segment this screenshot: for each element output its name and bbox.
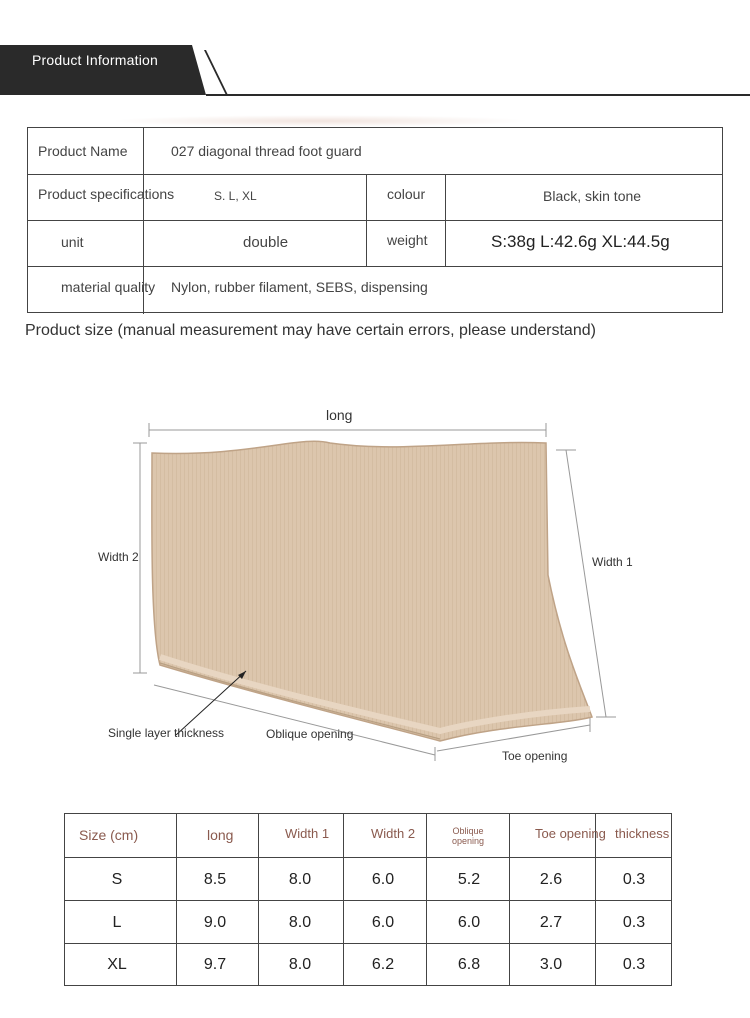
size-section-title: Product size (manual measurement may have certain errors, please understand): [25, 322, 596, 339]
label-width1: Width 1: [592, 555, 633, 569]
cell-width1: 8.0: [288, 871, 312, 888]
header-toe-opening: Toe opening: [535, 826, 606, 841]
cell-size: L: [112, 914, 122, 931]
row-divider: [65, 900, 671, 901]
size-table: [64, 813, 672, 986]
cell-width2: 6.0: [371, 914, 395, 931]
cell-oblique: 5.2: [457, 871, 481, 888]
header-slash: [204, 50, 228, 96]
column-divider: [366, 174, 367, 266]
header-rule: [206, 94, 750, 96]
cell-width2: 6.0: [371, 871, 395, 888]
product-diagram: [0, 395, 750, 775]
colour-value: Black, skin tone: [543, 188, 642, 204]
label-long: long: [326, 407, 353, 423]
cell-thickness: 0.3: [622, 871, 646, 888]
cell-thickness: 0.3: [622, 914, 646, 931]
row-divider: [28, 174, 722, 175]
cell-oblique: 6.0: [457, 914, 481, 931]
label-width2: Width 2: [98, 550, 139, 564]
header-oblique-line2: opening: [452, 836, 485, 846]
weight-value: S:38g L:42.6g XL:44.5g: [491, 232, 670, 251]
header-oblique-line1: Oblique: [452, 826, 484, 836]
decorative-smudge: [110, 115, 530, 127]
column-divider: [426, 814, 427, 985]
foot-guard-body: [152, 441, 592, 741]
header-thickness: thickness: [615, 826, 670, 841]
cell-size: XL: [107, 956, 127, 973]
cell-thickness: 0.3: [622, 956, 646, 973]
label-toe-opening: Toe opening: [502, 749, 568, 763]
cell-width2: 6.2: [371, 956, 395, 973]
header-width1: Width 1: [285, 826, 330, 841]
column-divider: [445, 174, 446, 266]
spec-label: Product specifications: [38, 186, 175, 202]
cell-toe: 3.0: [539, 956, 563, 973]
row-divider: [65, 943, 671, 944]
cell-long: 9.0: [203, 914, 227, 931]
row-divider: [28, 266, 722, 267]
label-oblique-opening: Oblique opening: [266, 727, 354, 741]
unit-value: double: [243, 234, 289, 251]
cell-oblique: 6.8: [457, 956, 481, 973]
material-label: material quality: [61, 279, 156, 295]
header-title: Product Information: [32, 52, 158, 68]
product-name-value: 027 diagonal thread foot guard: [171, 143, 362, 159]
unit-label: unit: [61, 234, 84, 250]
cell-long: 9.7: [203, 956, 227, 973]
cell-width1: 8.0: [288, 914, 312, 931]
row-divider: [28, 220, 722, 221]
foot-guard-illustration: [0, 395, 750, 775]
header-width2: Width 2: [371, 826, 416, 841]
cell-long: 8.5: [203, 871, 227, 888]
column-divider: [509, 814, 510, 985]
material-value: Nylon, rubber filament, SEBS, dispensing: [171, 279, 428, 295]
cell-size: S: [111, 871, 123, 888]
header-long: long: [207, 827, 234, 843]
header-size: Size (cm): [79, 827, 139, 843]
cell-toe: 2.6: [539, 871, 563, 888]
colour-label: colour: [387, 186, 426, 202]
spec-value: S. L, XL: [214, 189, 257, 203]
header-oblique-opening: [452, 826, 484, 846]
label-single-layer-thickness: Single layer thickness: [108, 726, 225, 740]
row-divider: [65, 857, 671, 858]
column-divider: [258, 814, 259, 985]
product-info-table: [27, 127, 723, 313]
weight-label: weight: [387, 232, 428, 248]
cell-width1: 8.0: [288, 956, 312, 973]
cell-toe: 2.7: [539, 914, 563, 931]
product-name-label: Product Name: [38, 143, 128, 159]
